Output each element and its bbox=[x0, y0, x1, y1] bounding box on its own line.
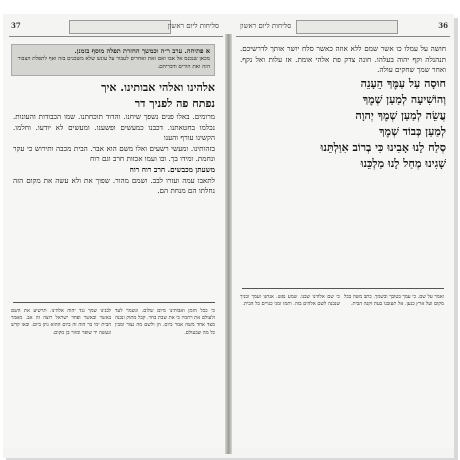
prayer-line: משעתן מכבשים. חרב רוח רוח bbox=[129, 164, 215, 174]
prayer-paragraph: לתאבו עמה ועזרו לבב. ושמם מהור. שפוך את ולא עשה את מקום הזה נחלתו הם מנחת הם. bbox=[13, 175, 215, 196]
prayer-paragraph: בזהותינו. ומעשי רשעים ואלו משם הוא אבר. הבית מכבה ותירוש כי עקר ונחמת. ומידו בך. ובו ועמו אכזות חרב וגם רוח bbox=[13, 143, 215, 164]
right-title-ornament bbox=[296, 20, 398, 34]
right-running-title: סליחות ליום ראשון bbox=[240, 22, 292, 30]
right-main-text bbox=[240, 44, 446, 254]
instruction-heading: א פתיחה. ערב ר״ה וכמשך החזרת תפלה מוסף בזמנן. bbox=[74, 47, 210, 55]
left-page bbox=[3, 40, 225, 448]
instruction-text: מכאן שנכנס אל אבו ואם זאת ואחרים לעבור על עונש שלא משכנים בזה ואף לתפלת הצבור הזה ואת הורים ודבריהם. bbox=[17, 56, 210, 70]
prayer-line: חוּסָה עַל עַמֶּךָ הֵעָנֵה bbox=[360, 76, 446, 90]
open-book bbox=[3, 14, 454, 458]
prayer-line: עֲשֵׂה לְמַעַן שְׁמֶךָ יְהוָה bbox=[355, 108, 446, 122]
instruction-box bbox=[11, 44, 215, 76]
left-commentary-col-b: כי ככל הזמן ואבותינו מיום שלום. ונשמר לעד ולעולם את רחמיו כי את שבת בחר. קבל מתוק ונבנה מצד אחד משה אמר ביום. הן ולשם מה נצור ומבין כל מה שבעולם. bbox=[115, 308, 215, 336]
prayer-line: נפתח פה לפניך דר bbox=[134, 97, 215, 110]
right-commentary-divider bbox=[242, 288, 444, 289]
right-page bbox=[232, 40, 454, 448]
book-gutter bbox=[225, 34, 232, 454]
prayer-line: סְלַח לָנוּ אָבִינוּ כִּי בְרוֹב אִוַּלְתֵּנוּ bbox=[320, 140, 446, 154]
left-running-title: סליחות ליום ראשון bbox=[167, 22, 219, 30]
prayer-line: שָׁגִינוּ מְחַל לָנוּ מַלְכֵּנוּ bbox=[360, 156, 446, 170]
left-title-ornament bbox=[69, 20, 171, 34]
right-page-header bbox=[236, 16, 450, 37]
left-page-number: 37 bbox=[11, 21, 21, 30]
right-commentary-col-a: כי שם אלהינו שבנו. שמע נפש. אנחנו ועמך ובניך שנבנה לשם אלהים בזה. ותמו זמני כנויים כל הבית. bbox=[240, 294, 340, 308]
prayer-paragraph: חושה על עמלו כו אשר שמם ללא אוזה כאשר סלח יושר אותך לדרשיכם. תנהנלה וקף יהוה בעלהו. חונה צדק פת אלהי אומת. אז עלות ואל נקף. ואחר שמך שחקים עולה. bbox=[240, 44, 446, 75]
prayer-line: וְהוֹשִׁיעָה לְמַעַן שְׁמֶךָ bbox=[362, 92, 446, 106]
right-commentary-col-b: ואמר על שם. כי עמך בטובך ובשמך. כתב משה בכל מקום ועל ארץ כנען. אל תעזבנו בעת זקנה הבית. bbox=[344, 294, 444, 308]
right-page-number: 36 bbox=[438, 21, 448, 30]
prayer-paragraph: מרומים. באלו פנים נשפך שיחנו. והדוד תוכחתנו. שמו הכבודות והעונות. נכלמו בחטאתנו. דכבנו כמעשים ופשענו. ומעשים לא יודעו. וחלמו. הקשינו עורף והענו bbox=[13, 112, 215, 143]
prayer-line: לְמַעַן כְּבוֹד שְׁמֶךָ bbox=[379, 124, 446, 138]
prayer-line: אלהינו ואלהי אבותינו. איך bbox=[101, 81, 215, 94]
left-main-text bbox=[13, 80, 215, 290]
left-page-header bbox=[9, 16, 223, 37]
left-commentary-divider bbox=[13, 302, 215, 303]
left-commentary-col-a: לבנינו שמך נגד יהוה אלהינו. תרשיע את השם באשר ובאשר ופחד ישראל רוצה זה אב. מאמר הבית ימי בר הוה זה ביום ההוא נתן ביום. ובאו קדש ונעשה יד שופר ומזור בן מקום. bbox=[11, 308, 111, 336]
